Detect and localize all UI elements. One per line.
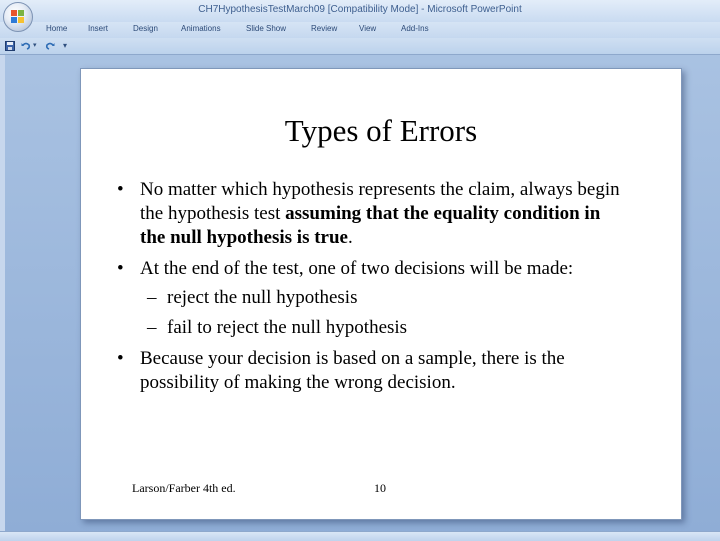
redo-icon[interactable] <box>45 41 55 53</box>
dash-mark: – <box>147 287 157 308</box>
ribbon-tabs <box>0 22 720 38</box>
undo-dropdown-icon[interactable]: ▾ <box>33 42 37 49</box>
bullet-1-line-3: the null hypothesis is true. <box>140 227 353 248</box>
tab-add-ins[interactable]: Add-Ins <box>401 24 429 33</box>
slide-number: 10 <box>374 481 386 495</box>
slide-footer-text: Larson/Farber 4th ed. <box>132 481 236 495</box>
tab-slide-show[interactable]: Slide Show <box>246 24 287 33</box>
bullet-2-text: At the end of the test, one of two decisions will be made: <box>140 258 574 279</box>
bullet-2 <box>117 257 574 281</box>
bullet-1-line-2: the hypothesis test assuming that the equality condition in <box>140 203 601 224</box>
slide-title: Types of Errors <box>284 113 478 148</box>
tab-insert[interactable]: Insert <box>88 24 109 33</box>
sub-bullet-1-text: reject the null hypothesis <box>167 287 358 308</box>
sub-bullet-2-text: fail to reject the null hypothesis <box>167 317 408 338</box>
tab-animations[interactable]: Animations <box>181 24 221 33</box>
bullet-3 <box>117 347 565 395</box>
tab-view[interactable]: View <box>359 24 377 33</box>
bullet-mark: • <box>117 348 124 369</box>
office-logo-icon <box>11 10 25 24</box>
window-title: CH7HypothesisTestMarch09 [Compatibility Mode] - Microsoft PowerPoint <box>198 4 522 15</box>
bullet-3-line-1: Because your decision is based on a sample, there is the <box>140 348 565 369</box>
sub-bullet-1 <box>147 286 358 310</box>
office-button[interactable] <box>3 2 33 32</box>
dash-mark: – <box>147 317 157 338</box>
customize-icon[interactable]: ▾ <box>63 41 68 50</box>
tab-review[interactable]: Review <box>311 24 338 33</box>
sub-bullet-2 <box>147 316 408 340</box>
tab-home[interactable]: Home <box>46 24 68 33</box>
slide-canvas[interactable] <box>80 68 682 520</box>
quick-access-toolbar <box>0 38 720 55</box>
bullet-mark: • <box>117 258 124 279</box>
bullet-3-line-2: possibility of making the wrong decision. <box>140 372 456 393</box>
tab-design[interactable]: Design <box>133 24 158 33</box>
bullet-1-line-1: No matter which hypothesis represents the claim, always begin <box>140 179 620 200</box>
title-bar <box>0 0 720 22</box>
slides-pane-edge[interactable] <box>0 55 5 531</box>
bullet-mark: • <box>117 179 124 200</box>
save-icon[interactable] <box>5 41 15 53</box>
undo-icon[interactable] <box>21 41 31 53</box>
bullet-1 <box>117 178 620 250</box>
